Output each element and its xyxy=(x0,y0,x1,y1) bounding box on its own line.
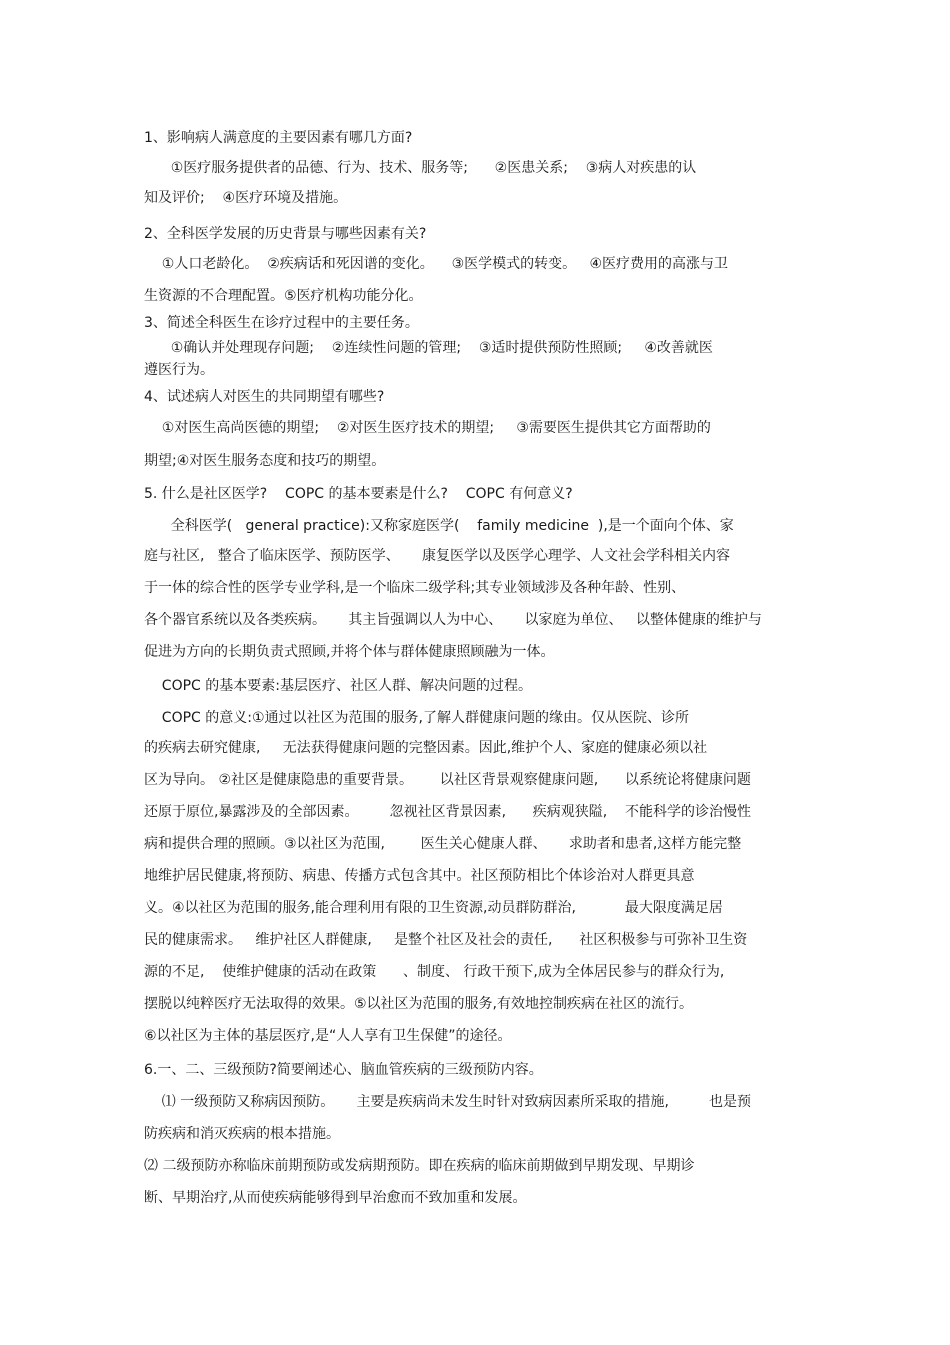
answer-5-line-10: 还原于原位,暴露涉及的全部因素。 忽视社区背景因素, 疾病观狭隘, 不能科学的诊治慢性 xyxy=(144,804,752,820)
answer-2-line-1: ①人口老龄化。 ②疾病话和死因谱的变化。 ③医学模式的转变。 ④医疗费用的高涨与卫 xyxy=(144,256,729,272)
answer-6-line-1: ⑴ 一级预防又称病因预防。 主要是疾病尚未发生时针对致病因素所采取的措施, 也是预 xyxy=(144,1094,752,1110)
question-6-heading: 6.一、二、三级预防?简要阐述心、脑血管疾病的三级预防内容。 xyxy=(144,1062,543,1078)
answer-5-line-13: 义。④以社区为范围的服务,能合理利用有限的卫生资源,动员群防群治, 最大限度满足居 xyxy=(144,900,723,916)
question-1-heading: 1、影响病人满意度的主要因素有哪几方面? xyxy=(144,130,413,146)
answer-5-line-12: 地维护居民健康,将预防、病患、传播方式包含其中。社区预防相比个体诊治对人群更具意 xyxy=(144,868,695,884)
answer-5-line-9: 区为导向。 ②社区是健康隐患的重要背景。 以社区背景观察健康问题, 以系统论将健康问题 xyxy=(144,772,751,788)
answer-1-line-2: 知及评价; ④医疗环境及措施。 xyxy=(144,190,348,206)
answer-6-line-3: ⑵ 二级预防亦称临床前期预防或发病期预防。即在疾病的临床前期做到早期发现、早期诊 xyxy=(144,1158,695,1174)
answer-4-line-1: ①对医生高尚医德的期望; ②对医生医疗技术的期望; ③需要医生提供其它方面帮助的 xyxy=(144,420,711,436)
answer-5-line-17: ⑥以社区为主体的基层医疗,是“人人享有卫生保健”的途径。 xyxy=(144,1028,512,1044)
answer-5-line-15: 源的不足, 使维护健康的活动在政策 、制度、 行政干预下,成为全体居民参与的群众行为, xyxy=(144,964,725,980)
answer-5-line-7: COPC 的意义:①通过以社区为范围的服务,了解人群健康问题的缘由。仅从医院、诊所 xyxy=(144,710,689,726)
answer-5-line-6: COPC 的基本要素:基层医疗、社区人群、解决问题的过程。 xyxy=(144,678,532,694)
answer-5-line-1: 全科医学( general practice):又称家庭医学( family medicine ),是一个面向个体、家 xyxy=(144,518,734,534)
answer-5-line-8: 的疾病去研究健康, 无法获得健康问题的完整因素。因此,维护个人、家庭的健康必须以社 xyxy=(144,740,708,756)
answer-5-line-16: 摆脱以纯粹医疗无法取得的效果。⑤以社区为范围的服务,有效地控制疾病在社区的流行。 xyxy=(144,996,693,1012)
question-3-heading: 3、简述全科医生在诊疗过程中的主要任务。 xyxy=(144,315,419,331)
answer-5-line-3: 于一体的综合性的医学专业学科,是一个临床二级学科;其专业领域涉及各种年龄、性别、 xyxy=(144,580,686,596)
answer-6-line-4: 断、早期治疗,从而使疾病能够得到早治愈而不致加重和发展。 xyxy=(144,1190,527,1206)
answer-5-line-14: 民的健康需求。 维护社区人群健康, 是整个社区及社会的责任, 社区积极参与可弥补卫生资 xyxy=(144,932,748,948)
answer-5-line-5: 促进为方向的长期负责式照顾,并将个体与群体健康照顾融为一体。 xyxy=(144,644,555,660)
answer-5-line-4: 各个器官系统以及各类疾病。 其主旨强调以人为中心、 以家庭为单位、 以整体健康的维护与 xyxy=(144,612,762,628)
answer-5-line-11: 病和提供合理的照顾。③以社区为范围, 医生关心健康人群、 求助者和患者,这样方能完整 xyxy=(144,836,742,852)
question-5-heading: 5. 什么是社区医学? COPC 的基本要素是什么? COPC 有何意义? xyxy=(144,486,573,502)
answer-5-line-2: 庭与社区, 整合了临床医学、预防医学、 康复医学以及医学心理学、人文社会学科相关内容 xyxy=(144,548,731,564)
answer-3-line-2: 遵医行为。 xyxy=(144,362,214,378)
answer-4-line-2: 期望;④对医生服务态度和技巧的期望。 xyxy=(144,453,386,469)
question-2-heading: 2、全科医学发展的历史背景与哪些因素有关? xyxy=(144,226,427,242)
answer-6-line-2: 防疾病和消灭疾病的根本措施。 xyxy=(144,1126,340,1142)
answer-2-line-2: 生资源的不合理配置。⑤医疗机构功能分化。 xyxy=(144,288,423,304)
question-4-heading: 4、试述病人对医生的共同期望有哪些? xyxy=(144,389,385,405)
answer-1-line-1: ①医疗服务提供者的品德、行为、技术、服务等; ②医患关系; ③病人对疾患的认 xyxy=(144,160,697,176)
answer-3-line-1: ①确认并处理现存问题; ②连续性问题的管理; ③适时提供预防性照顾; ④改善就医 xyxy=(144,340,713,356)
